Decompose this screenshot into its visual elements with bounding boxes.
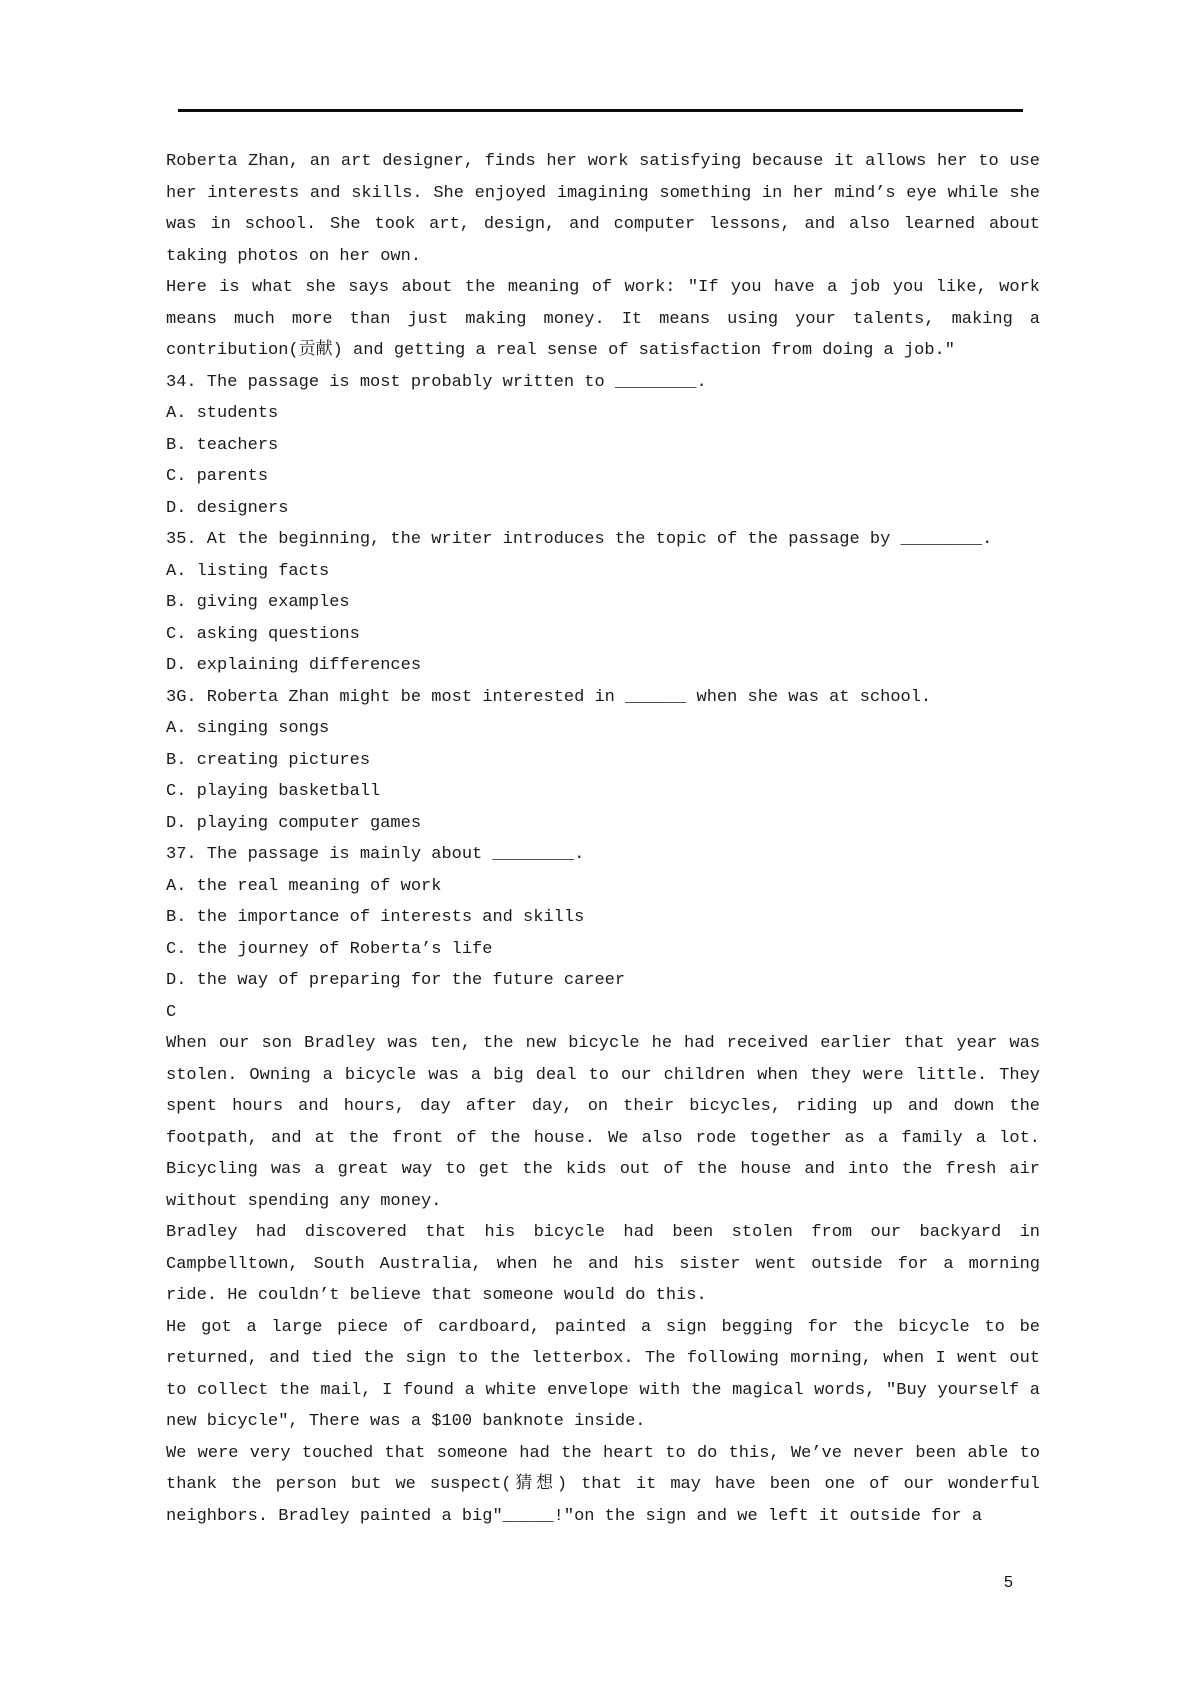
question-37-stem: 37. The passage is mainly about ________. — [166, 845, 585, 864]
question-36-stem: 3G. Roberta Zhan might be most interested in ______ when she was at school. — [166, 687, 932, 707]
question-37-option-c: C. the journey of Roberta’s life — [166, 939, 493, 959]
question-37 — [166, 839, 1040, 997]
passage-b-paragraph-1: Roberta Zhan, an art designer, finds her work satisfying because it allows her to use her interests and skills. She enjoyed imagining something in her mind’s eye while she was in school. She took art, design, and computer lessons, and also learned about taking photos on her own. — [166, 152, 1040, 266]
question-35-option-b: B. giving examples — [166, 593, 350, 612]
page-number: 5 — [1004, 1574, 1013, 1591]
question-36-option-b: B. creating pictures — [166, 750, 371, 770]
question-35-option-d: D. explaining differences — [166, 656, 422, 675]
passage-c-section-label: C — [166, 1002, 177, 1022]
question-37-option-a: A. the real meaning of work — [166, 876, 442, 896]
header-rule — [178, 109, 1023, 112]
question-34-stem: 34. The passage is most probably written to ________. — [166, 372, 707, 392]
question-35-stem: 35. At the beginning, the writer introduces the topic of the passage by ________. — [166, 530, 993, 549]
passage-c-paragraph-2: Bradley had discovered that his bicycle had been stolen from our backyard in Campbelltown, South Australia, when he and his sister went outside for a morning ride. He couldn’t believe that someone would do this. — [166, 1223, 1040, 1305]
passage-c-paragraph-3: He got a large piece of cardboard, painted a sign begging for the bicycle to be returned, and tied the sign to the letterbox. The following morning, when I went out to collect the mail, I found a white envelope with the magical words, ″Buy yourself a new bicycle″, There was a $100 banknote inside. — [166, 1317, 1040, 1431]
passage-c-paragraph-1: When our son Bradley was ten, the new bicycle he had received earlier that year was stolen. Owning a bicycle was a big deal to our children when they were little. They spent hours and hours, day after day, on their bicycles, riding up and down the footpath, and at the front of the house. We also rode together as a family a lot. Bicycling was a great way to get the kids out of the house and into the fresh air without spending any money. — [166, 1034, 1040, 1211]
question-36 — [166, 682, 1040, 840]
question-35-option-c: C. asking questions — [166, 624, 360, 644]
question-34 — [166, 367, 1040, 525]
question-36-option-a: A. singing songs — [166, 719, 330, 738]
question-37-option-d: D. the way of preparing for the future career — [166, 971, 626, 990]
question-35-option-a: A. listing facts — [166, 561, 330, 581]
question-36-option-c: C. playing basketball — [166, 782, 381, 801]
question-34-option-a: A. students — [166, 404, 279, 423]
question-34-option-c: C. parents — [166, 467, 269, 486]
question-36-option-d: D. playing computer games — [166, 813, 422, 833]
passage-b-paragraph-2: Here is what she says about the meaning of work: ″If you have a job you like, work means much more than just making money. It means using your talents, making a contribution(贡献) and getting a real sense of satisfaction from doing a job.″ — [166, 278, 1040, 360]
question-34-option-d: D. designers — [166, 498, 289, 518]
reading-section — [166, 146, 1040, 1532]
question-35 — [166, 524, 1040, 682]
passage-c-paragraph-4: We were very touched that someone had the heart to do this, We’ve never been able to thank the person but we suspect(猜想) that it may have been one of our wonderful neighbors. Bradley painted a big″_____!″on the sign and we left it outside for a — [166, 1443, 1040, 1526]
question-34-option-b: B. teachers — [166, 435, 279, 455]
question-37-option-b: B. the importance of interests and skills — [166, 908, 585, 927]
